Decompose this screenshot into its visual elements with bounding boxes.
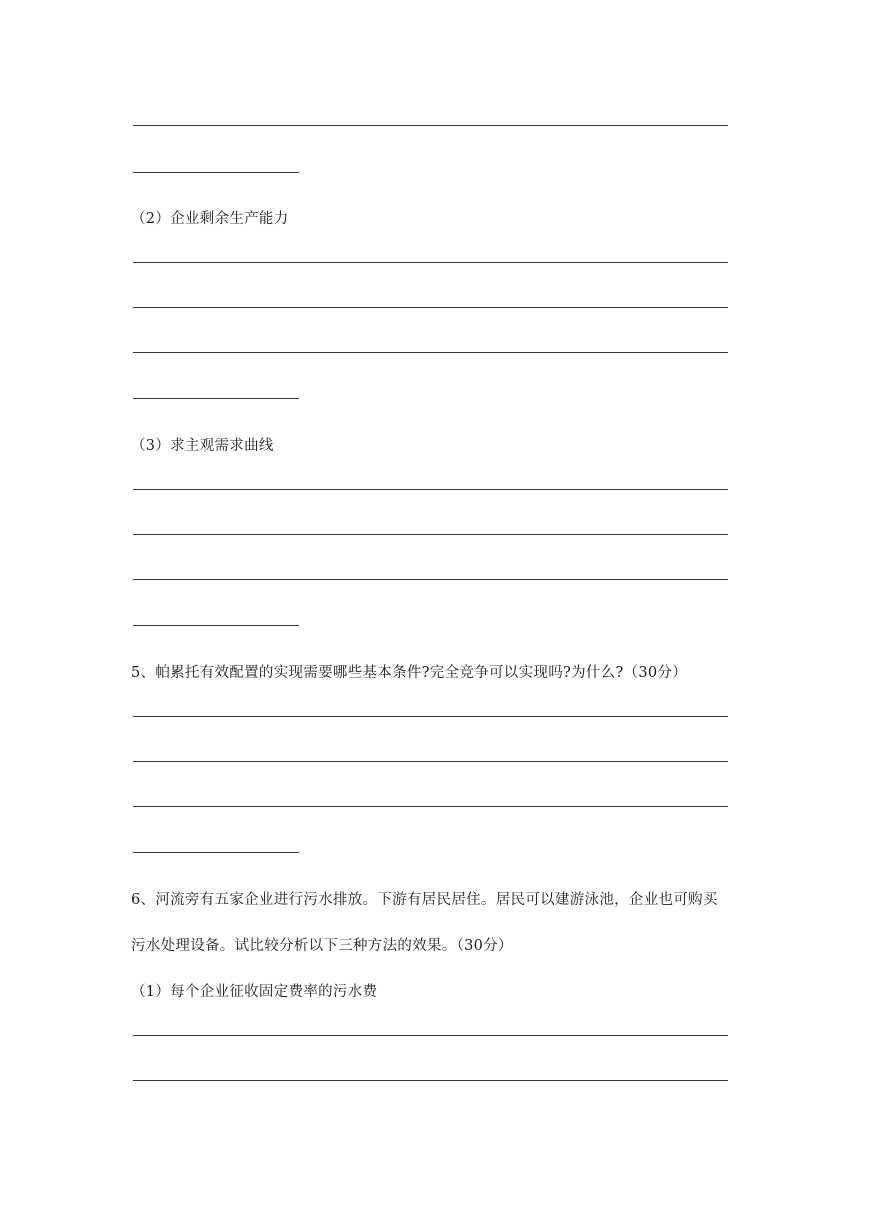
answer-line [133,262,728,263]
answer-line [133,534,728,535]
question-6-line-1: 6、河流旁有五家企业进行污水排放。下游有居民居住。居民可以建游泳池，企业也可购买 [131,892,718,908]
answer-line [133,489,728,490]
answer-line [133,125,728,126]
question-6-line-2: 污水处理设备。试比较分析以下三种方法的效果。（30分） [131,938,513,954]
answer-line [133,307,728,308]
answer-line [133,352,728,353]
answer-line [133,1080,728,1081]
answer-line [133,172,299,173]
answer-line [133,852,299,853]
answer-line [133,579,728,580]
sub-question-2: （2）企业剩余生产能力 [131,211,289,227]
sub-question-3: （3）求主观需求曲线 [131,438,274,454]
answer-line [133,716,728,717]
question-5: 5、帕累托有效配置的实现需要哪些基本条件?完全竞争可以实现吗?为什么?（30分） [131,665,687,681]
answer-line [133,1035,728,1036]
answer-line [133,806,728,807]
answer-line [133,625,299,626]
answer-line [133,761,728,762]
answer-line [133,398,299,399]
sub-question-6-1: （1）每个企业征收固定费率的污水费 [131,984,378,1000]
